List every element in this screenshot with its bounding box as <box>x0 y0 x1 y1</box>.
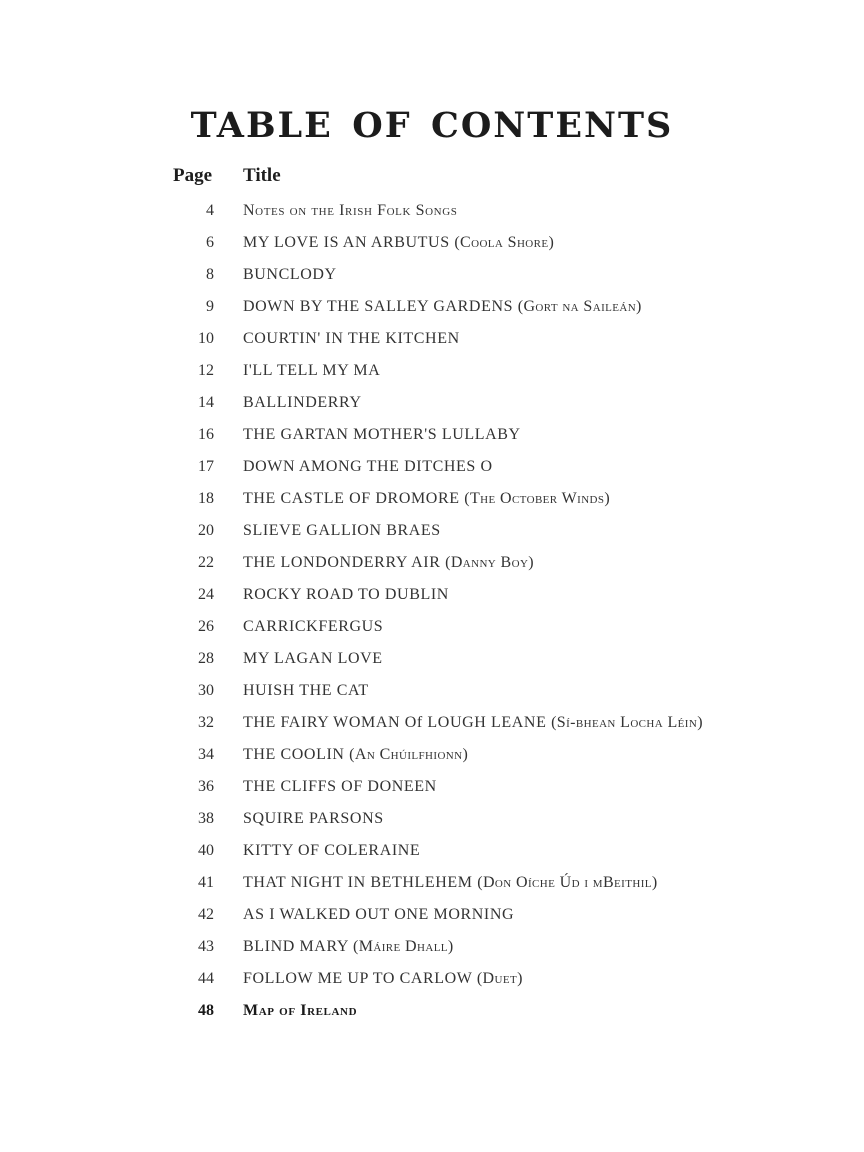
entry-page-number: 38 <box>198 810 214 827</box>
entry-page-number: 44 <box>198 970 214 987</box>
entry-page-number: 28 <box>198 650 214 667</box>
entry-title: THE COOLIN <box>243 746 345 763</box>
entry-title-wrap <box>243 195 457 227</box>
entry-subtitle: (Máire Dhall) <box>353 938 454 955</box>
entry-page-number: 14 <box>198 394 214 411</box>
toc-entry[interactable] <box>0 771 864 803</box>
column-header-page: Page <box>173 165 213 186</box>
entry-title: Notes on the Irish Folk Songs <box>243 202 458 219</box>
entry-title-wrap <box>243 451 493 483</box>
entry-page-number: 26 <box>198 618 214 635</box>
entry-page-number: 41 <box>198 874 214 891</box>
entry-title-wrap <box>243 547 534 579</box>
entry-title-wrap <box>243 611 383 643</box>
entry-title: AS I WALKED OUT ONE MORNING <box>243 906 515 923</box>
entry-page-number: 43 <box>198 938 214 955</box>
entry-page-number: 8 <box>206 266 214 283</box>
entry-title: MY LAGAN LOVE <box>243 650 383 667</box>
toc-entry[interactable] <box>0 643 864 675</box>
entry-page-number: 12 <box>198 362 214 379</box>
entry-title: COURTIN' IN THE KITCHEN <box>243 330 460 347</box>
entry-title-wrap <box>243 931 454 963</box>
entry-subtitle: (Danny Boy) <box>445 554 535 571</box>
entry-page-number: 36 <box>198 778 214 795</box>
page-title: table of contents <box>190 89 674 149</box>
entry-title: SLIEVE GALLION BRAES <box>243 522 441 539</box>
toc-entry[interactable] <box>0 739 864 771</box>
toc-entry[interactable] <box>0 611 864 643</box>
toc-entry[interactable] <box>0 387 864 419</box>
entry-page-number: 22 <box>198 554 214 571</box>
entry-title: CARRICKFERGUS <box>243 618 384 635</box>
toc-entry[interactable] <box>0 323 864 355</box>
toc-entry[interactable] <box>0 195 864 227</box>
entry-title: FOLLOW ME UP TO CARLOW <box>243 970 473 987</box>
toc-entry[interactable] <box>0 483 864 515</box>
toc-entry[interactable] <box>0 995 864 1027</box>
toc-entry[interactable] <box>0 227 864 259</box>
entry-subtitle: (Don Oíche Úd i mBeithil) <box>477 874 658 891</box>
toc-entry[interactable] <box>0 259 864 291</box>
entry-title-wrap <box>243 259 337 291</box>
entry-title: THE CLIFFS OF DONEEN <box>243 778 437 795</box>
entry-title: I'LL TELL MY MA <box>243 362 381 379</box>
toc-entry[interactable] <box>0 419 864 451</box>
entry-title-wrap <box>243 483 610 515</box>
entry-title: THE CASTLE OF DROMORE <box>243 490 460 507</box>
entry-title-wrap <box>243 355 380 387</box>
entry-subtitle: (Sí-bhean Locha Léin) <box>551 714 703 731</box>
entry-title-wrap <box>243 579 449 611</box>
entry-title-wrap <box>243 227 554 259</box>
toc-entry[interactable] <box>0 355 864 387</box>
entry-page-number: 48 <box>198 1002 214 1019</box>
entry-page-number: 34 <box>198 746 214 763</box>
entry-title: DOWN BY THE SALLEY GARDENS <box>243 298 514 315</box>
entry-title-wrap <box>243 291 642 323</box>
entry-title: HUISH THE CAT <box>243 682 369 699</box>
entry-page-number: 4 <box>206 202 214 219</box>
entry-title-wrap <box>243 675 369 707</box>
entry-subtitle: (The October Winds) <box>464 490 611 507</box>
entry-title: MY LOVE IS AN ARBUTUS <box>243 234 450 251</box>
entry-title: SQUIRE PARSONS <box>243 810 384 827</box>
entry-title: ROCKY ROAD TO DUBLIN <box>243 586 449 603</box>
toc-entry[interactable] <box>0 931 864 963</box>
entry-title: THE FAIRY WOMAN Of LOUGH LEANE <box>243 714 547 731</box>
entry-page-number: 30 <box>198 682 214 699</box>
entry-title: BLIND MARY <box>243 938 349 955</box>
entry-title: THE LONDONDERRY AIR <box>243 554 441 571</box>
entry-title-wrap <box>243 771 437 803</box>
entry-page-number: 42 <box>198 906 214 923</box>
toc-entry[interactable] <box>0 547 864 579</box>
entry-page-number: 18 <box>198 490 214 507</box>
entry-title-wrap <box>243 899 514 931</box>
entry-title-wrap <box>243 963 523 995</box>
toc-entry[interactable] <box>0 579 864 611</box>
entry-title-wrap <box>243 835 420 867</box>
entry-title: DOWN AMONG THE DITCHES O <box>243 458 493 475</box>
entry-title-wrap <box>243 867 658 899</box>
entry-page-number: 40 <box>198 842 214 859</box>
entry-page-number: 20 <box>198 522 214 539</box>
entry-title: BUNCLODY <box>243 266 337 283</box>
entry-title: KITTY OF COLERAINE <box>243 842 421 859</box>
entry-page-number: 10 <box>198 330 214 347</box>
entry-page-number: 16 <box>198 426 214 443</box>
entry-subtitle: (Duet) <box>476 970 523 987</box>
entry-page-number: 9 <box>206 298 214 315</box>
entry-page-number: 24 <box>198 586 214 603</box>
entry-title: BALLINDERRY <box>243 394 362 411</box>
toc-entry[interactable] <box>0 707 864 739</box>
toc-entry[interactable] <box>0 899 864 931</box>
entry-title: THE GARTAN MOTHER'S LULLABY <box>243 426 521 443</box>
entry-subtitle: (Gort na Saileán) <box>517 298 642 315</box>
entry-subtitle: (An Chúilfhionn) <box>349 746 469 763</box>
entry-title-wrap <box>243 515 441 547</box>
toc-entry[interactable] <box>0 451 864 483</box>
entry-title-wrap <box>243 323 460 355</box>
column-header-title: Title <box>243 165 281 186</box>
entry-title-wrap <box>243 995 357 1027</box>
entry-title: Map of Ireland <box>243 1002 358 1019</box>
entry-page-number: 17 <box>198 458 214 475</box>
entry-page-number: 32 <box>198 714 214 731</box>
toc-entry[interactable] <box>0 867 864 899</box>
entry-title-wrap <box>243 387 362 419</box>
toc-entries <box>0 195 864 1027</box>
entry-title-wrap <box>243 803 384 835</box>
toc-entry[interactable] <box>0 515 864 547</box>
toc-entry[interactable] <box>0 835 864 867</box>
entry-title: THAT NIGHT IN BETHLEHEM <box>243 874 473 891</box>
toc-entry[interactable] <box>0 291 864 323</box>
entry-title-wrap <box>243 643 383 675</box>
entry-title-wrap <box>243 707 703 739</box>
entry-subtitle: (Coola Shore) <box>454 234 555 251</box>
entry-title-wrap <box>243 419 521 451</box>
toc-entry[interactable] <box>0 675 864 707</box>
toc-entry[interactable] <box>0 803 864 835</box>
entry-page-number: 6 <box>206 234 214 251</box>
entry-title-wrap <box>243 739 468 771</box>
toc-entry[interactable] <box>0 963 864 995</box>
